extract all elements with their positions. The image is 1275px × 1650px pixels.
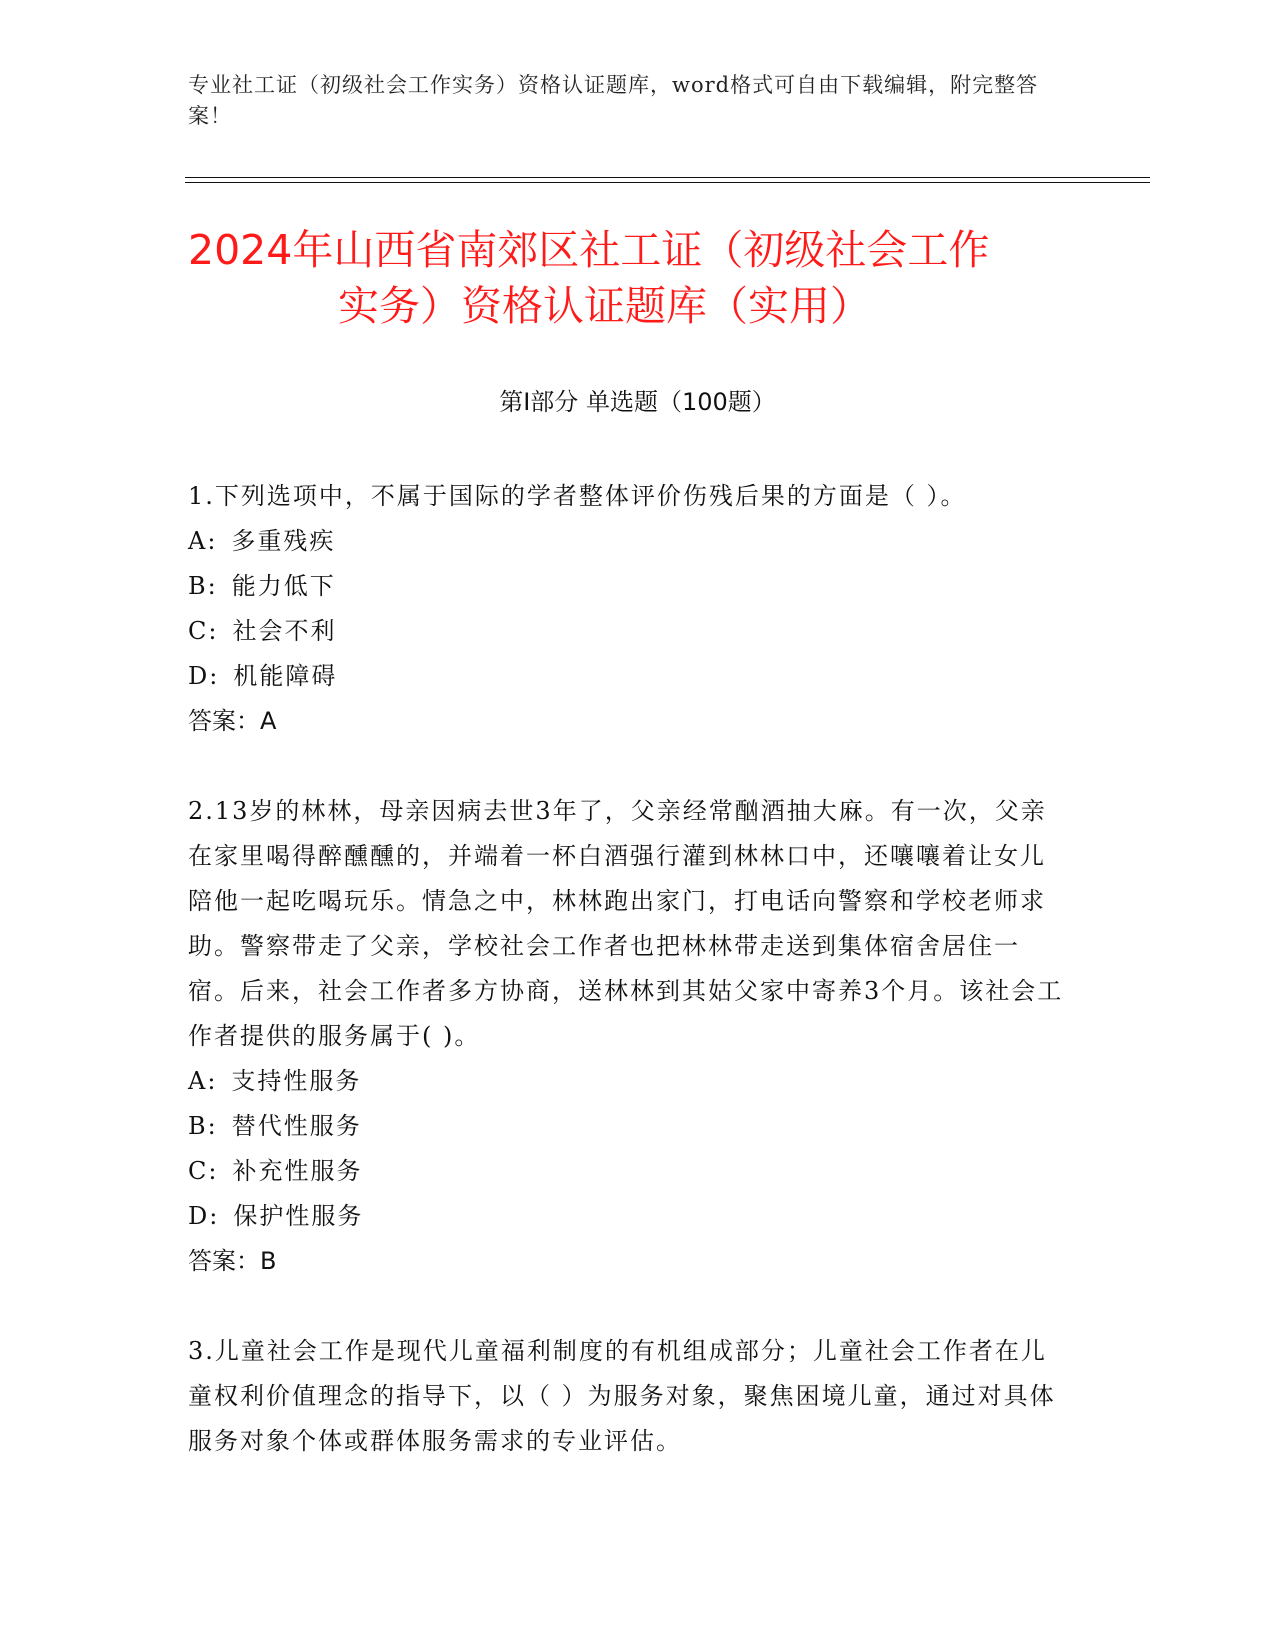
option-c (188, 609, 1068, 654)
option-d (188, 654, 1068, 699)
option-letter: C: (188, 617, 219, 645)
answer-line: 答案：B (188, 1247, 277, 1275)
option-text: 能力低下 (231, 572, 336, 600)
answer-line: 答案：A (188, 707, 277, 735)
header-note: 专业社工证（初级社会工作实务）资格认证题库，word格式可自由下载编辑，附完整答案！ (188, 73, 1039, 128)
option-letter: A: (188, 1067, 218, 1095)
option-letter: D: (188, 662, 220, 690)
option-b (188, 1104, 1068, 1149)
option-text: 保护性服务 (233, 1202, 364, 1230)
option-d (188, 1194, 1068, 1239)
option-a (188, 519, 1068, 564)
option-b (188, 564, 1068, 609)
question-list (188, 474, 1068, 1509)
document-title-line-2: 实务）资格认证题库（实用） (338, 282, 871, 330)
option-letter: B: (188, 572, 218, 600)
option-letter: B: (188, 1112, 218, 1140)
section-heading: 第Ⅰ部分 单选题（100题） (499, 388, 776, 416)
question-stem: 1.下列选项中，不属于国际的学者整体评价伤残后果的方面是（ ）。 (188, 482, 967, 510)
option-text: 社会不利 (232, 617, 337, 645)
option-letter: A: (188, 527, 218, 555)
question-stem: 3.儿童社会工作是现代儿童福利制度的有机组成部分；儿童社会工作者在儿童权利价值理念的指导下，以（ ）为服务对象，聚焦困境儿童，通过对具体服务对象个体或群体服务需求的专业评估。 (188, 1337, 1056, 1455)
option-c (188, 1149, 1068, 1194)
option-text: 机能障碍 (233, 662, 338, 690)
option-text: 多重残疾 (231, 527, 336, 555)
option-a (188, 1059, 1068, 1104)
question-1 (188, 474, 1068, 744)
option-letter: D: (188, 1202, 220, 1230)
header-divider-secondary (185, 182, 1150, 183)
question-stem: 2.13岁的林林，母亲因病去世3年了，父亲经常酗酒抽大麻。有一次，父亲在家里喝得醉醺醺的，并端着一杯白酒强行灌到林林口中，还嚷嚷着让女儿陪他一起吃喝玩乐。情急之中，林林跑出家门，打电话向警察和学校老师求助。警察带走了父亲，学校社会工作者也把林林带走送到集体宿舍居住一宿。后来，社会工作者多方协商，送林林到其姑父家中寄养3个月。该社会工作者提供的服务属于( )。 (188, 797, 1064, 1050)
option-letter: C: (188, 1157, 219, 1185)
document-title-line-1: 2024年山西省南郊区社工证（初级社会工作 (188, 226, 990, 274)
question-2 (188, 789, 1068, 1284)
question-3 (188, 1329, 1068, 1464)
header-divider (185, 177, 1150, 178)
document-title (188, 222, 1088, 334)
option-text: 替代性服务 (231, 1112, 362, 1140)
option-text: 支持性服务 (231, 1067, 362, 1095)
option-text: 补充性服务 (232, 1157, 363, 1185)
